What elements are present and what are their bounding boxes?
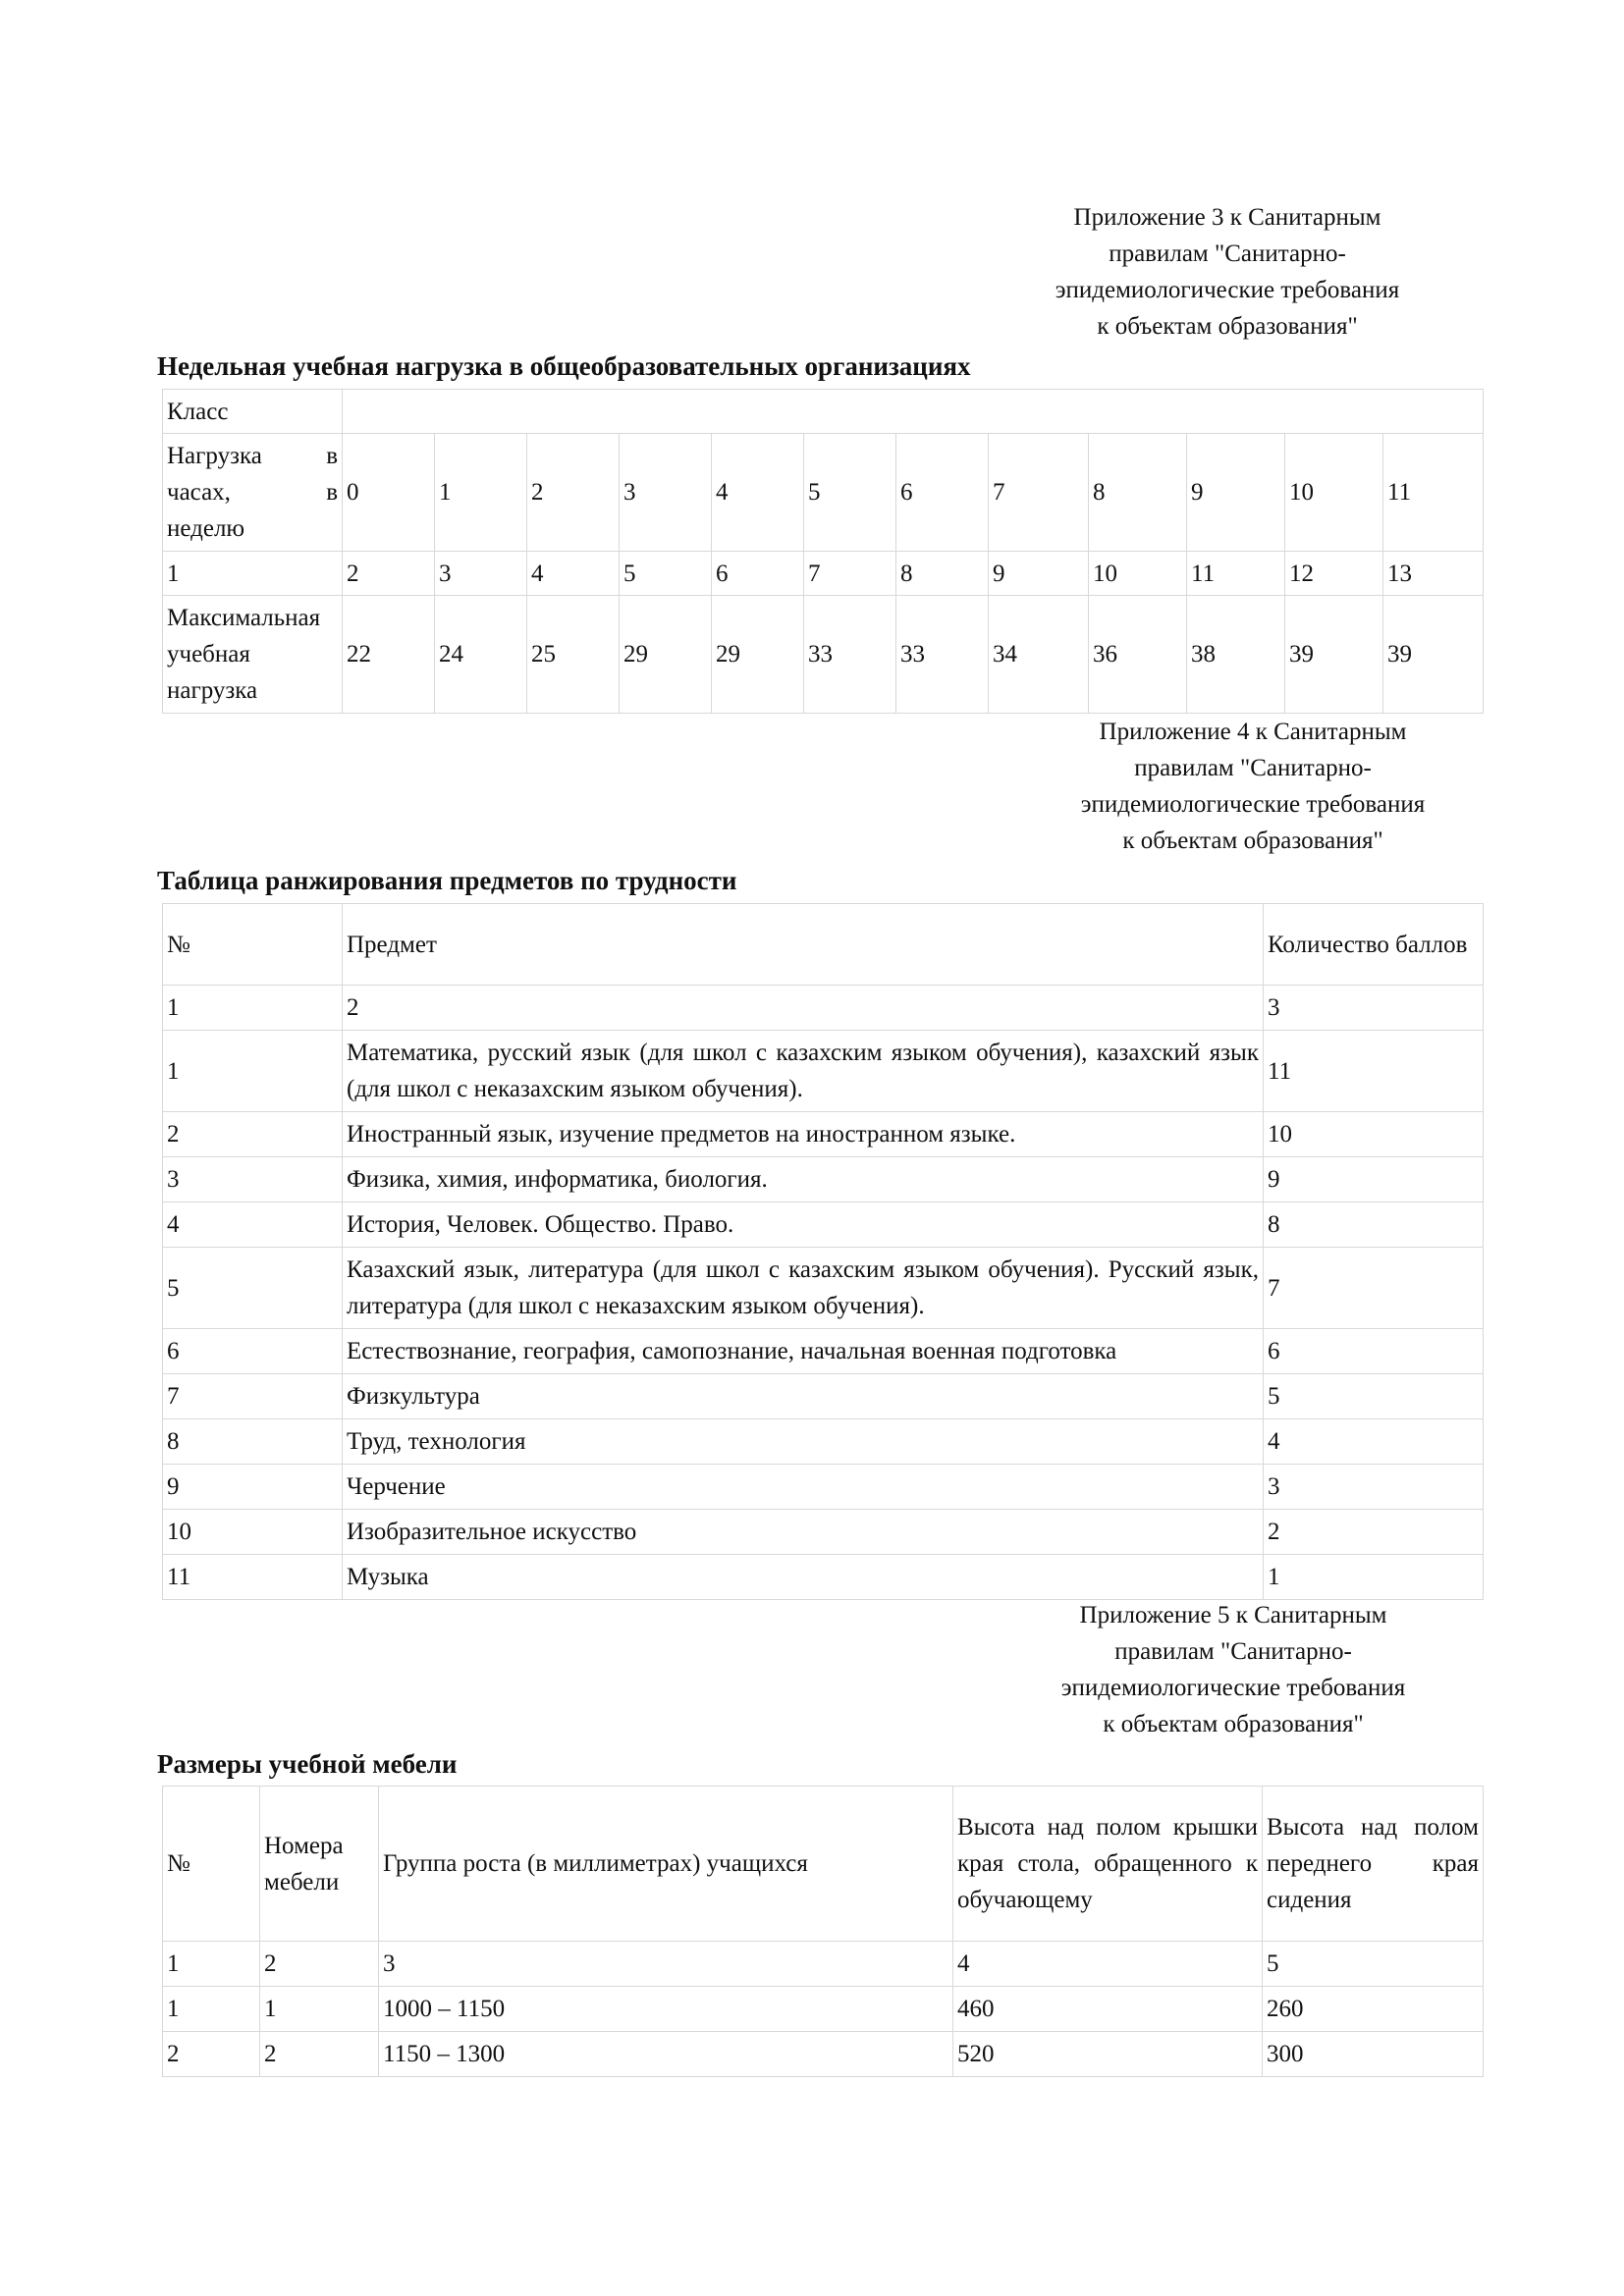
row-points: 1 bbox=[1264, 1555, 1484, 1600]
numbering-cell: 2 bbox=[343, 552, 435, 596]
numbering-cell: 4 bbox=[953, 1942, 1263, 1987]
header-cell-points: Количество баллов bbox=[1264, 904, 1484, 986]
row-points: 11 bbox=[1264, 1031, 1484, 1112]
table-cell: 260 bbox=[1263, 1987, 1484, 2032]
table-row bbox=[163, 1329, 1484, 1374]
table-row bbox=[163, 1248, 1484, 1329]
max-load-cell: 38 bbox=[1187, 596, 1285, 714]
row-subject: Черчение bbox=[343, 1465, 1264, 1510]
row-number: 4 bbox=[163, 1202, 343, 1248]
load-label-cell: Нагрузка в часах, в неделю bbox=[163, 434, 343, 552]
row-points: 4 bbox=[1264, 1419, 1484, 1465]
numbering-cell: 9 bbox=[989, 552, 1089, 596]
max-load-cell: 29 bbox=[712, 596, 804, 714]
appendix-line: эпидемиологические требования bbox=[1055, 277, 1400, 303]
class-cell: 4 bbox=[712, 434, 804, 552]
row-number: 1 bbox=[163, 1031, 343, 1112]
class-cell: 2 bbox=[527, 434, 620, 552]
numbering-cell: 8 bbox=[896, 552, 989, 596]
appendix-line: правилам "Санитарно- bbox=[1109, 240, 1346, 267]
class-cell: 10 bbox=[1285, 434, 1383, 552]
numbering-cell: 1 bbox=[163, 1942, 260, 1987]
class-cell: 1 bbox=[435, 434, 527, 552]
max-load-cell: 24 bbox=[435, 596, 527, 714]
row-subject: Физкультура bbox=[343, 1374, 1264, 1419]
numbering-cell: 5 bbox=[1263, 1942, 1484, 1987]
table-cell: 2 bbox=[260, 2032, 379, 2077]
row-points: 5 bbox=[1264, 1374, 1484, 1419]
row-number: 10 bbox=[163, 1510, 343, 1555]
table-cell: 520 bbox=[953, 2032, 1263, 2077]
appendix-line: Приложение 3 к Санитарным bbox=[1073, 204, 1381, 231]
table-row bbox=[163, 1031, 1484, 1112]
max-load-cell: 34 bbox=[989, 596, 1089, 714]
max-load-cell: 25 bbox=[527, 596, 620, 714]
max-load-cell: 29 bbox=[620, 596, 712, 714]
row-subject: Изобразительное искусство bbox=[343, 1510, 1264, 1555]
table-cell: 460 bbox=[953, 1987, 1263, 2032]
numbering-cell: 4 bbox=[527, 552, 620, 596]
table-row bbox=[163, 1419, 1484, 1465]
appendix-line: к объектам образования" bbox=[1122, 828, 1383, 854]
row-subject: Математика, русский язык (для школ с казахским языком обучения), казахский язык (для школ с неказахским языком обучения). bbox=[343, 1031, 1264, 1112]
table-row bbox=[163, 1112, 1484, 1157]
numbering-cell: 11 bbox=[1187, 552, 1285, 596]
table-cell: 1000 – 1150 bbox=[379, 1987, 953, 2032]
row-number: 11 bbox=[163, 1555, 343, 1600]
row-subject: Иностранный язык, изучение предметов на иностранном языке. bbox=[343, 1112, 1264, 1157]
appendix-3-caption bbox=[1021, 199, 1434, 345]
appendix-line: эпидемиологические требования bbox=[1080, 791, 1426, 818]
header-cell-height-group: Группа роста (в миллиметрах) учащихся bbox=[379, 1787, 953, 1942]
max-load-cell: 36 bbox=[1089, 596, 1187, 714]
numbering-cell: 1 bbox=[163, 552, 343, 596]
appendix-line: к объектам образования" bbox=[1097, 313, 1358, 340]
section-3-title: Размеры учебной мебели bbox=[157, 1749, 458, 1779]
table-row bbox=[163, 1465, 1484, 1510]
row-points: 2 bbox=[1264, 1510, 1484, 1555]
class-cell: 9 bbox=[1187, 434, 1285, 552]
numbering-cell: 10 bbox=[1089, 552, 1187, 596]
numbering-cell: 6 bbox=[712, 552, 804, 596]
appendix-line: эпидемиологические требования bbox=[1060, 1675, 1406, 1701]
row-subject: Естествознание, география, самопознание, начальная военная подготовка bbox=[343, 1329, 1264, 1374]
appendix-line: к объектам образования" bbox=[1103, 1711, 1364, 1737]
appendix-line: Приложение 5 к Санитарным bbox=[1079, 1602, 1387, 1629]
numbering-cell: 13 bbox=[1383, 552, 1484, 596]
class-cell: 11 bbox=[1383, 434, 1484, 552]
row-points: 6 bbox=[1264, 1329, 1484, 1374]
max-load-cell: 33 bbox=[896, 596, 989, 714]
row-points: 3 bbox=[1264, 1465, 1484, 1510]
row-subject: Труд, технология bbox=[343, 1419, 1264, 1465]
header-cell-seat-height: Высота над полом переднего края сидения bbox=[1263, 1787, 1484, 1942]
row-number: 5 bbox=[163, 1248, 343, 1329]
max-load-cell: 33 bbox=[804, 596, 896, 714]
furniture-sizes-table bbox=[162, 1786, 1484, 2077]
table-cell: 300 bbox=[1263, 2032, 1484, 2077]
numbering-cell: 12 bbox=[1285, 552, 1383, 596]
table-cell: 1150 – 1300 bbox=[379, 2032, 953, 2077]
numbering-cell: 3 bbox=[379, 1942, 953, 1987]
table-cell: 2 bbox=[163, 2032, 260, 2077]
class-cell: 0 bbox=[343, 434, 435, 552]
header-cell-desk-height: Высота над полом крышки края стола, обращенного к обучающему bbox=[953, 1787, 1263, 1942]
subject-ranking-table bbox=[162, 903, 1484, 1600]
row-points: 10 bbox=[1264, 1112, 1484, 1157]
table-row bbox=[163, 1374, 1484, 1419]
weekly-load-table bbox=[162, 389, 1484, 714]
row-points: 7 bbox=[1264, 1248, 1484, 1329]
header-cell-furniture-number: Номера мебели bbox=[260, 1787, 379, 1942]
numbering-cell: 3 bbox=[435, 552, 527, 596]
appendix-5-caption bbox=[1027, 1597, 1439, 1742]
numbering-cell: 7 bbox=[804, 552, 896, 596]
class-cell: 3 bbox=[620, 434, 712, 552]
appendix-line: правилам "Санитарно- bbox=[1114, 1638, 1352, 1665]
row-subject: Музыка bbox=[343, 1555, 1264, 1600]
numbering-cell: 5 bbox=[620, 552, 712, 596]
appendix-4-caption bbox=[1047, 714, 1459, 859]
header-cell-number: № bbox=[163, 1787, 260, 1942]
table-row bbox=[163, 1157, 1484, 1202]
class-cell: 8 bbox=[1089, 434, 1187, 552]
appendix-line: правилам "Санитарно- bbox=[1134, 755, 1372, 781]
appendix-line: Приложение 4 к Санитарным bbox=[1099, 719, 1407, 745]
header-cell-subject: Предмет bbox=[343, 904, 1264, 986]
class-cell: 7 bbox=[989, 434, 1089, 552]
header-cell-number: № bbox=[163, 904, 343, 986]
row-number: 7 bbox=[163, 1374, 343, 1419]
row-number: 8 bbox=[163, 1419, 343, 1465]
table-cell: 1 bbox=[163, 1987, 260, 2032]
row-number: 2 bbox=[163, 1112, 343, 1157]
row-subject: Физика, химия, информатика, биология. bbox=[343, 1157, 1264, 1202]
table-cell: 1 bbox=[260, 1987, 379, 2032]
table-row bbox=[163, 1555, 1484, 1600]
class-header-cell: Класс bbox=[163, 390, 343, 434]
row-number: 9 bbox=[163, 1465, 343, 1510]
numbering-cell: 1 bbox=[163, 986, 343, 1031]
row-number: 3 bbox=[163, 1157, 343, 1202]
numbering-cell: 2 bbox=[260, 1942, 379, 1987]
class-cell: 5 bbox=[804, 434, 896, 552]
row-subject: История, Человек. Общество. Право. bbox=[343, 1202, 1264, 1248]
max-load-cell: 39 bbox=[1285, 596, 1383, 714]
section-2-title: Таблица ранжирования предметов по трудности bbox=[157, 866, 737, 895]
row-number: 6 bbox=[163, 1329, 343, 1374]
table-row bbox=[163, 1510, 1484, 1555]
class-cell: 6 bbox=[896, 434, 989, 552]
section-1-title: Недельная учебная нагрузка в общеобразовательных организациях bbox=[157, 351, 971, 381]
table-row bbox=[163, 1202, 1484, 1248]
max-load-cell: 39 bbox=[1383, 596, 1484, 714]
row-points: 8 bbox=[1264, 1202, 1484, 1248]
table-row bbox=[163, 2032, 1484, 2077]
row-points: 9 bbox=[1264, 1157, 1484, 1202]
numbering-cell: 3 bbox=[1264, 986, 1484, 1031]
table-row bbox=[163, 1987, 1484, 2032]
max-load-label-cell: Максимальная учебная нагрузка bbox=[163, 596, 343, 714]
row-subject: Казахский язык, литература (для школ с казахским языком обучения). Русский язык, литература (для школ с неказахским языком обучения). bbox=[343, 1248, 1264, 1329]
numbering-cell: 2 bbox=[343, 986, 1264, 1031]
max-load-cell: 22 bbox=[343, 596, 435, 714]
